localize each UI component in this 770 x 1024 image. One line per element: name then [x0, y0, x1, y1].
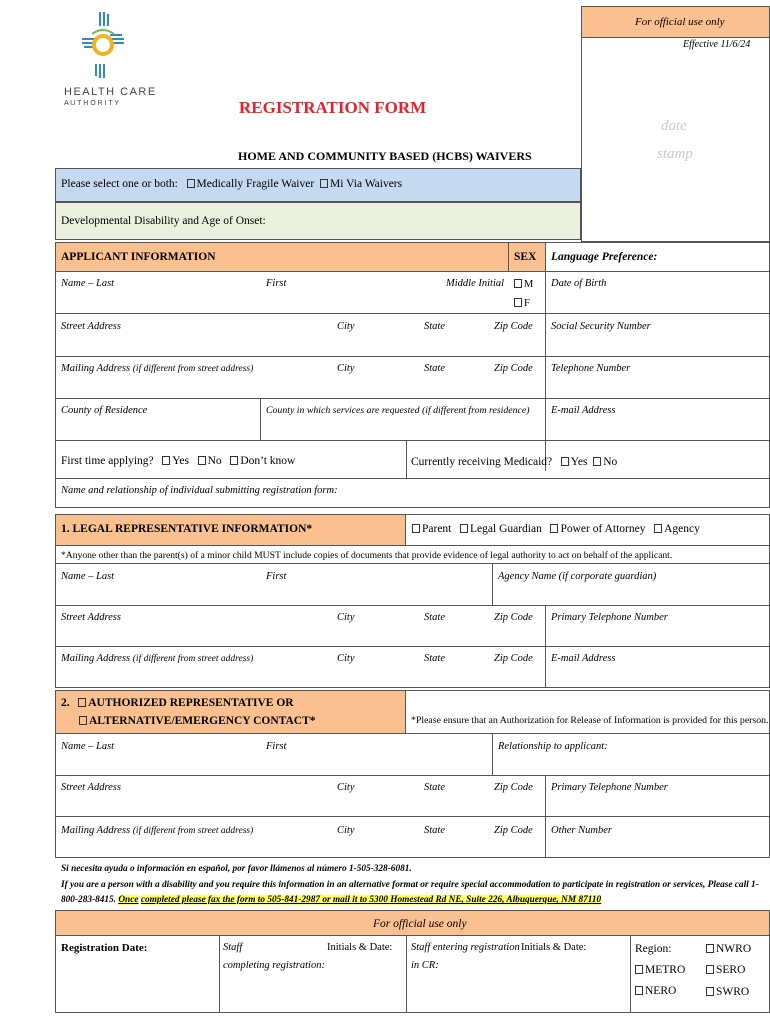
zia-sun-logo-icon — [78, 12, 128, 80]
mailing-label: Mailing Address — [61, 363, 131, 374]
legal-mailing-note: (if different from street address) — [132, 654, 254, 664]
applicant-name-last[interactable]: Name – Last — [61, 278, 115, 289]
registration-date[interactable]: Registration Date: — [61, 942, 148, 954]
region-label: Region: — [635, 943, 672, 955]
medically-fragile-checkbox[interactable] — [187, 179, 195, 188]
swro-checkbox[interactable] — [706, 987, 714, 996]
first-time-no: No — [207, 455, 222, 467]
logo — [78, 12, 128, 80]
auth-header-line2 — [79, 715, 316, 727]
effective-date: Effective 11/6/24 — [683, 39, 751, 50]
region-swro[interactable] — [706, 986, 749, 998]
legal-mailing[interactable] — [61, 653, 253, 664]
legal-header: 1. LEGAL REPRESENTATIVE INFORMATION* — [61, 523, 313, 535]
sex-m-label: M — [524, 279, 534, 290]
legal-mail-city[interactable]: City — [337, 653, 355, 664]
form-title: REGISTRATION FORM — [239, 98, 427, 117]
org-subname: A U T H O R I T Y — [64, 100, 119, 107]
date-stamp-2: stamp — [657, 146, 693, 162]
auth-number: 2. — [61, 697, 70, 709]
once-highlight: Once — [118, 895, 139, 905]
applicant-mailing[interactable] — [61, 363, 253, 374]
applicant-section — [55, 242, 770, 508]
auth-relationship[interactable]: Relationship to applicant: — [498, 741, 608, 752]
auth-mail-state[interactable]: State — [424, 825, 445, 836]
auth-name-last[interactable]: Name – Last — [61, 741, 115, 752]
auth-city[interactable]: City — [337, 782, 355, 793]
office-label: For official use only — [373, 918, 467, 930]
fax-instructions: completed please fax the form to 505-841-2987 or mail it to 5300 Homestead Rd NE, Suite 226, Albuquerque, NM 87110 — [140, 895, 602, 905]
medically-fragile-label: Medically Fragile Waiver — [196, 178, 315, 190]
date-stamp-1: date — [661, 118, 687, 134]
sex-f-option[interactable] — [514, 298, 530, 309]
sex-f-checkbox[interactable] — [514, 298, 522, 307]
spanish-note: Si necesita ayuda o información en español, por favor llámenos al número 1-505-328-6081. — [61, 864, 412, 874]
applicant-header: APPLICANT INFORMATION — [61, 251, 216, 263]
auth-header-line1 — [61, 697, 294, 709]
first-time-dont-know: Don’t know — [240, 455, 296, 467]
applicant-mail-state[interactable]: State — [424, 363, 445, 374]
official-use-label: For official use only — [635, 16, 725, 28]
first-time-dont-know-checkbox[interactable] — [230, 456, 238, 465]
disability-note — [61, 878, 766, 908]
applicant-mail-city[interactable]: City — [337, 363, 355, 374]
mi-via-label: Mi Via Waivers — [330, 178, 403, 190]
auth-mail-city[interactable]: City — [337, 825, 355, 836]
legal-phone[interactable]: Primary Telephone Number — [551, 612, 668, 623]
applicant-dob[interactable]: Date of Birth — [551, 278, 607, 289]
auth-note: *Please ensure that an Authorization for Release of Information is provided for this person. — [411, 715, 769, 726]
legal-options — [412, 523, 700, 535]
org-name: HEALTH CARE — [64, 86, 157, 98]
nwro-label: NWRO — [716, 943, 752, 955]
legal-street[interactable]: Street Address — [61, 612, 121, 623]
legal-guardian-checkbox[interactable] — [460, 524, 468, 533]
staff-label: Staff — [223, 942, 243, 953]
medicaid-question — [411, 456, 617, 468]
waiver-prompt: Please select one or both: — [61, 178, 178, 190]
alt-contact-label: ALTERNATIVE/EMERGENCY CONTACT* — [89, 715, 316, 727]
legal-city[interactable]: City — [337, 612, 355, 623]
auth-street[interactable]: Street Address — [61, 782, 121, 793]
mailing-note: (if different from street address) — [132, 364, 254, 374]
sex-m-checkbox[interactable] — [514, 279, 522, 288]
sex-f-label: F — [524, 298, 530, 309]
parent-label: Parent — [422, 523, 452, 535]
sex-m-option[interactable] — [514, 279, 533, 290]
parent-checkbox[interactable] — [412, 524, 420, 533]
auth-mailing-note: (if different from street address) — [132, 826, 254, 836]
medicaid-no-checkbox[interactable] — [593, 457, 601, 466]
auth-state[interactable]: State — [424, 782, 445, 793]
applicant-county-services[interactable]: County in which services are requested (if different from residence) — [266, 405, 530, 416]
first-time-no-checkbox[interactable] — [198, 456, 206, 465]
auth-phone[interactable]: Primary Telephone Number — [551, 782, 668, 793]
legal-mailing-label: Mailing Address — [61, 653, 131, 664]
applicant-zip[interactable]: Zip Code — [494, 321, 533, 332]
applicant-street[interactable]: Street Address — [61, 321, 121, 332]
legal-mail-state[interactable]: State — [424, 653, 445, 664]
region-nwro[interactable] — [706, 943, 751, 955]
region-metro[interactable] — [635, 964, 685, 976]
poa-label: Power of Attorney — [560, 523, 646, 535]
applicant-middle[interactable]: Middle Initial — [446, 278, 505, 289]
first-time-yes: Yes — [172, 455, 189, 467]
applicant-state[interactable]: State — [424, 321, 445, 332]
auth-mail-zip[interactable]: Zip Code — [494, 825, 533, 836]
legal-agency-name[interactable]: Agency Name (if corporate guardian) — [498, 571, 657, 582]
staff-entering: Staff entering registration — [411, 942, 520, 953]
staff-entering-cr[interactable]: in CR: — [411, 960, 439, 971]
legal-mail-zip[interactable]: Zip Code — [494, 653, 533, 664]
nwro-checkbox[interactable] — [706, 944, 714, 953]
alt-contact-checkbox[interactable] — [79, 716, 87, 725]
form-subtitle: HOME AND COMMUNITY BASED (HCBS) WAIVERS — [238, 149, 532, 163]
nero-label: NERO — [645, 985, 677, 997]
legal-name-last[interactable]: Name – Last — [61, 571, 115, 582]
auth-rep-checkbox[interactable] — [78, 698, 86, 707]
legal-first[interactable]: First — [266, 571, 287, 582]
legal-guardian-label: Legal Guardian — [470, 523, 542, 535]
applicant-first[interactable]: First — [266, 278, 287, 289]
agency-checkbox[interactable] — [654, 524, 662, 533]
nero-checkbox[interactable] — [635, 986, 643, 995]
applicant-email[interactable]: E-mail Address — [551, 405, 616, 416]
region-sero[interactable] — [706, 964, 745, 976]
submitter-relationship[interactable]: Name and relationship of individual submitting registration form: — [61, 485, 338, 496]
poa-checkbox[interactable] — [550, 524, 558, 533]
applicant-mail-zip[interactable]: Zip Code — [494, 363, 533, 374]
metro-label: METRO — [645, 964, 686, 976]
staff-completing[interactable]: completing registration: — [223, 960, 325, 971]
metro-checkbox[interactable] — [635, 965, 643, 974]
legal-state[interactable]: State — [424, 612, 445, 623]
first-time-applying — [61, 455, 295, 467]
initials-date-2[interactable]: Initials & Date: — [521, 942, 587, 953]
applicant-city[interactable]: City — [337, 321, 355, 332]
legal-email[interactable]: E-mail Address — [551, 653, 616, 664]
applicant-phone[interactable]: Telephone Number — [551, 363, 631, 374]
first-time-label: First time applying? — [61, 455, 154, 467]
initials-date-1[interactable]: Initials & Date: — [327, 942, 393, 953]
legal-zip[interactable]: Zip Code — [494, 612, 533, 623]
waiver-selection — [61, 178, 402, 190]
agency-label: Agency — [664, 523, 700, 535]
auth-rep-label: AUTHORIZED REPRESENTATIVE OR — [88, 697, 294, 709]
legal-note: *Anyone other than the parent(s) of a minor child MUST include copies of documents that provide evidence of legal authority to act on behalf of the applicant. — [61, 550, 673, 561]
sero-label: SERO — [716, 964, 746, 976]
applicant-county[interactable]: County of Residence — [61, 405, 148, 416]
applicant-ssn[interactable]: Social Security Number — [551, 321, 651, 332]
disability-text: If you are a person with a disability and you require this information in an alternative format or require special accommodation to participate in registration or services, Please call 1-800-283-8415. — [61, 880, 759, 905]
auth-mailing[interactable] — [61, 825, 253, 836]
sex-header: SEX — [514, 251, 537, 263]
auth-other-number[interactable]: Other Number — [551, 825, 612, 836]
sero-checkbox[interactable] — [706, 965, 714, 974]
mi-via-checkbox[interactable] — [320, 179, 328, 188]
auth-zip[interactable]: Zip Code — [494, 782, 533, 793]
language-preference[interactable]: Language Preference: — [551, 251, 658, 263]
medicaid-no: No — [603, 456, 618, 468]
swro-label: SWRO — [716, 986, 750, 998]
auth-mailing-label: Mailing Address — [61, 825, 131, 836]
medicaid-label: Currently receiving Medicaid? — [411, 456, 553, 468]
first-time-yes-checkbox[interactable] — [162, 456, 170, 465]
auth-first[interactable]: First — [266, 741, 287, 752]
medicaid-yes: Yes — [570, 456, 588, 468]
medicaid-yes-checkbox[interactable] — [561, 457, 569, 466]
region-nero[interactable] — [635, 985, 676, 997]
dd-label: Developmental Disability and Age of Onset: — [61, 215, 266, 227]
